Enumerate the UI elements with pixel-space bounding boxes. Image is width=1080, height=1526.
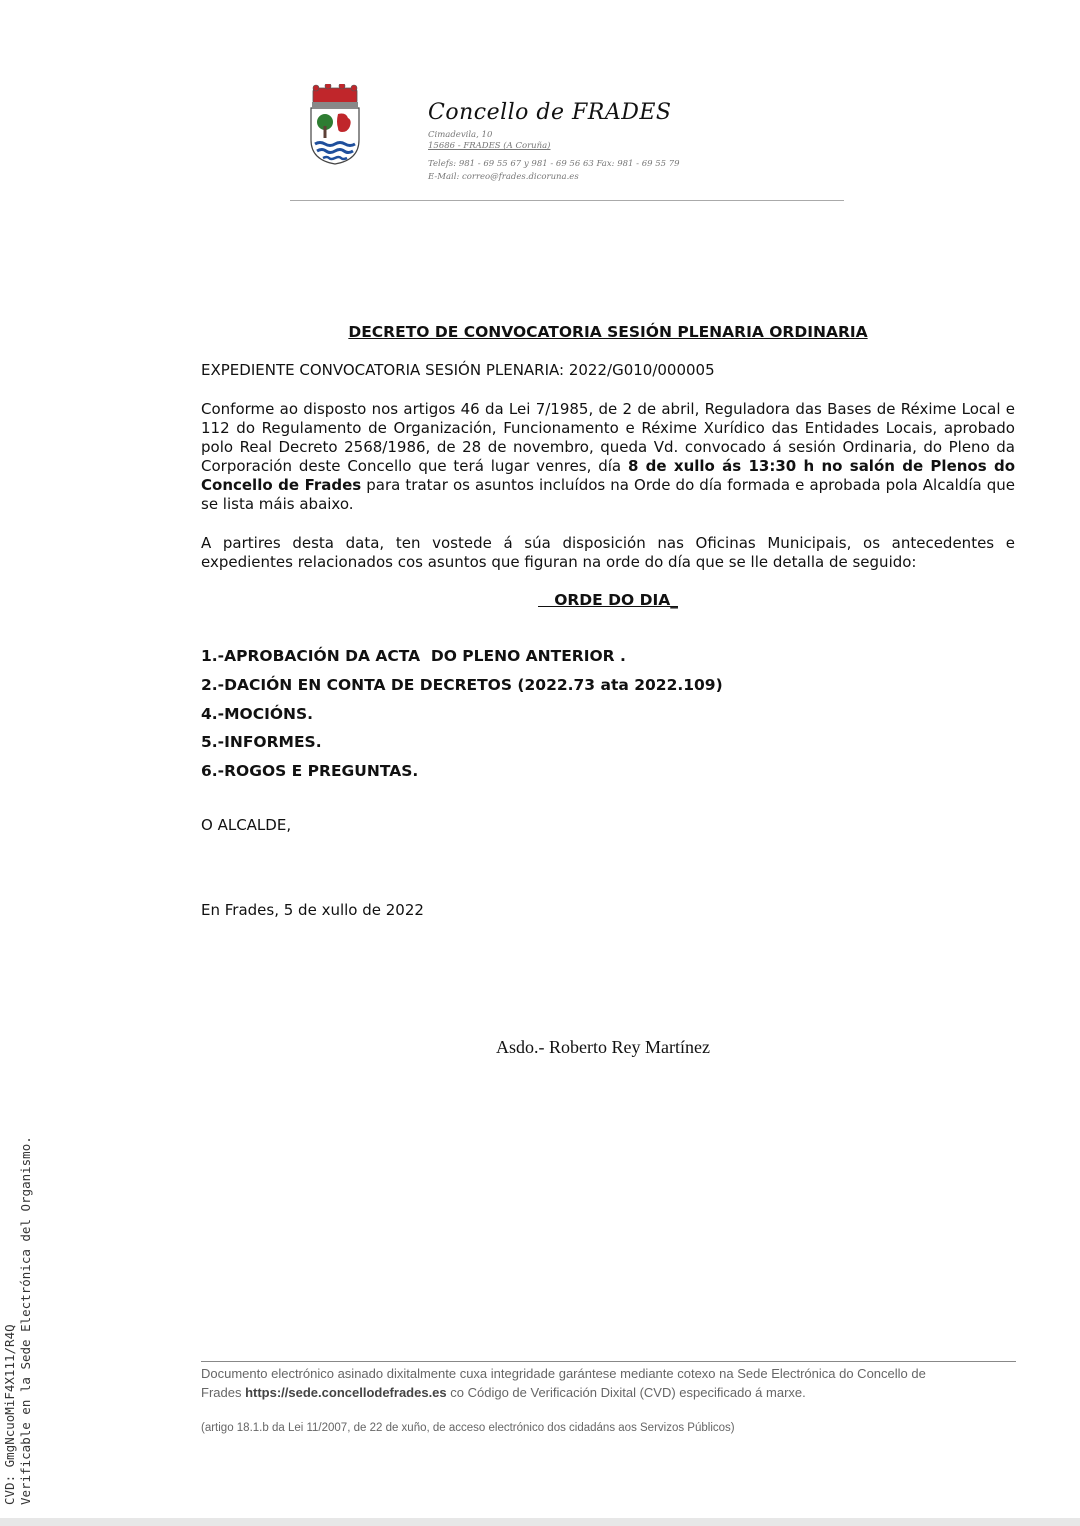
convocation-paragraph [201, 400, 1015, 514]
address-street: Cimadevila, 10 [428, 130, 493, 140]
mayor-label: O ALCALDE, [201, 816, 292, 834]
org-name: Concello de FRADES [428, 100, 672, 125]
convocation-text-end: para tratar os asuntos incluídos na Orde do día formada e aprobada pola Alcaldía que se lista máis abaixo. [201, 476, 1016, 513]
verification-note: Verificable en la Sede Electrónica del Organismo. [18, 1136, 33, 1505]
footer-note-line2 [201, 1385, 806, 1400]
convocation-text-start: Conforme ao disposto nos artigos 46 da Lei 7/1985, de 2 de abril, Reguladora das Bases de Réxime Local e 112 do Regulamento de Organización, Funcionamento e Réxime Xurídico das Entidades Locais, aprobado polo Real Decreto 2568/1986, de 28 de novembro, queda Vd. convocado á sesión Ordinaria, do Pleno da Corporación deste Concello que terá lugar venres, día [201, 400, 1015, 475]
address-city: 15686 - FRADES (A Coruña) [428, 141, 551, 151]
agenda-item: 5.-INFORMES. [201, 733, 322, 752]
agenda-item: 2.-DACIÓN EN CONTA DE DECRETOS (2022.73 ata 2022.109) [201, 675, 723, 694]
agenda-item: 6.-ROGOS E PREGUNTAS. [201, 762, 419, 781]
page-bottom-edge [0, 1518, 1080, 1526]
address-email: E-Mail: correo@frades.dicoruna.es [428, 172, 579, 182]
sede-link[interactable]: https://sede.concellodefrades.es [245, 1385, 447, 1400]
address-phones: Telefs: 981 - 69 55 67 y 981 - 69 56 63 Fax: 981 - 69 55 79 [428, 159, 680, 169]
session-date-place: 8 de xullo ás 13:30 h no salón de Plenos do Concello de Frades [201, 457, 1015, 494]
cvd-code: CVD: GmgNcuoMiF4X111/R4Q [2, 1324, 17, 1505]
document-title: DECRETO DE CONVOCATORIA SESIÓN PLENARIA ORDINARIA [348, 323, 868, 341]
cvd-margin-text [2, 1136, 34, 1505]
footer-text: Frades [201, 1385, 246, 1400]
header-divider [290, 200, 844, 201]
expediente-reference: EXPEDIENTE CONVOCATORIA SESIÓN PLENARIA: 2022/G010/000005 [201, 361, 715, 379]
footer-text: co Código de Verificación Dixital (CVD) especificado á marxe. [446, 1385, 806, 1400]
coat-of-arms-icon [306, 84, 364, 166]
date-place: En Frades, 5 de xullo de 2022 [201, 901, 424, 919]
availability-paragraph: A partires desta data, ten vostede á súa disposición nas Oficinas Municipais, os antecedentes e expedientes relacionados cos asuntos que figuran na orde do día que se lle detalla de seguido: [201, 534, 1015, 571]
footer-note-line1: Documento electrónico asinado dixitalmente cuxa integridade garántese mediante cotexo na Sede Electrónica do Concello de [201, 1366, 926, 1381]
footer-divider [201, 1361, 1016, 1362]
signature-line: Asdo.- Roberto Rey Martínez [496, 1037, 710, 1057]
agenda-list [201, 647, 723, 791]
agenda-title: ORDE DO DIA_ [538, 591, 678, 609]
agenda-item: 1.-APROBACIÓN DA ACTA DO PLENO ANTERIOR . [201, 647, 626, 665]
agenda-item: 4.-MOCIÓNS. [201, 704, 314, 723]
footer-legal-note: (artigo 18.1.b da Lei 11/2007, de 22 de xuño, de acceso electrónico dos cidadáns aos Servizos Públicos) [201, 1422, 735, 1434]
